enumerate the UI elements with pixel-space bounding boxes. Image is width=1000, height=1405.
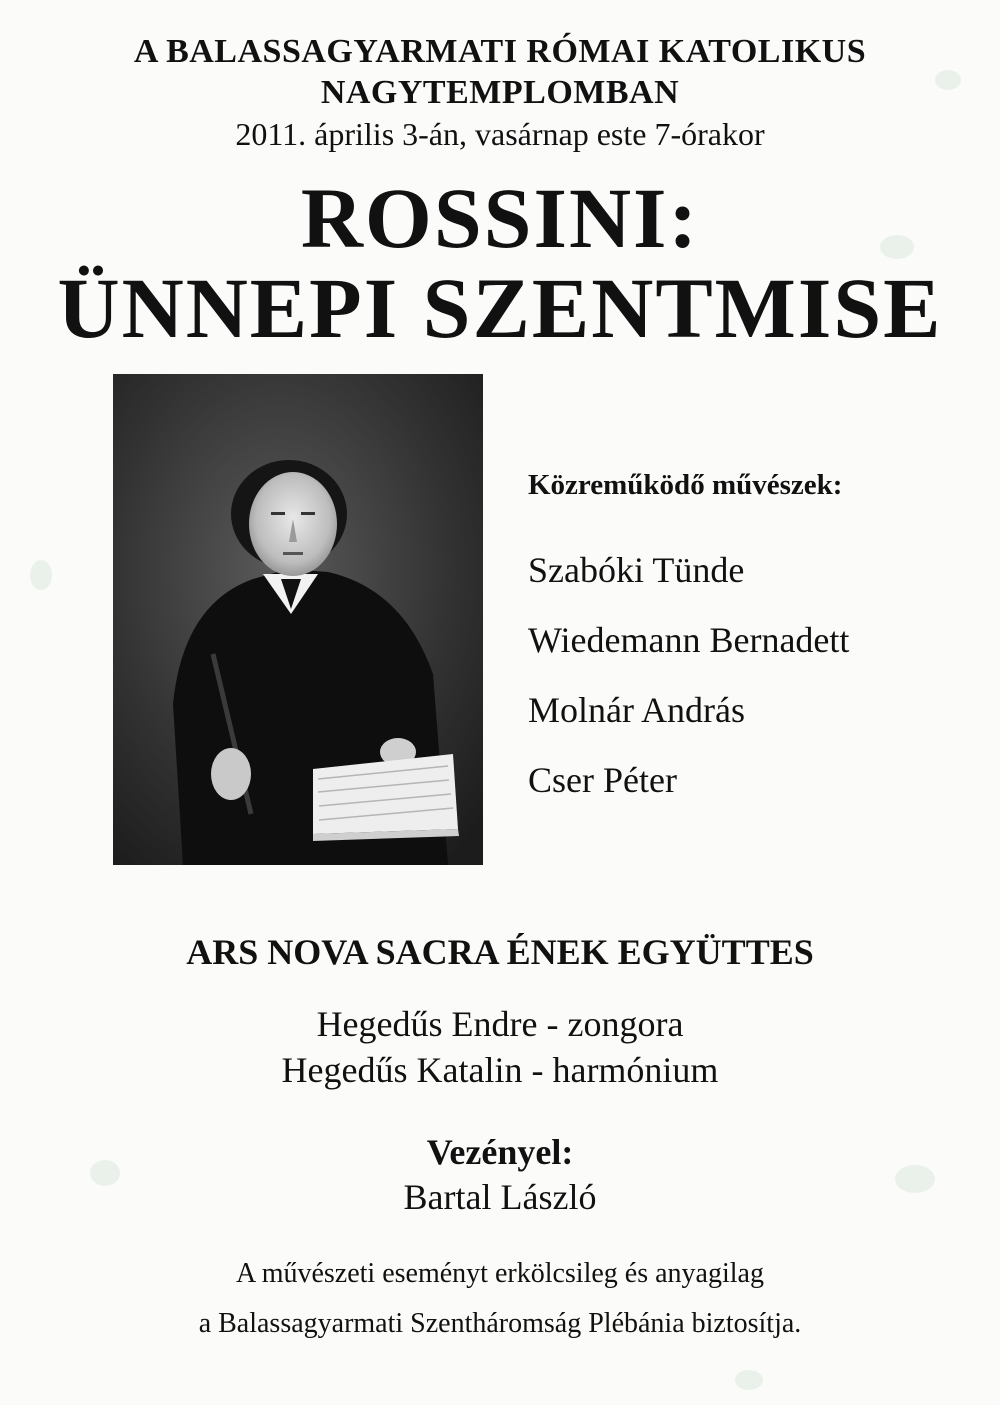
artists-heading: Közreműködő művészek: <box>528 469 843 501</box>
venue-line-2: NAGYTEMPLOMBAN <box>320 74 680 111</box>
performer-harmonium: Hegedűs Katalin - harmónium <box>281 1050 719 1090</box>
ensemble-name: ARS NOVA SACRA ÉNEK EGYÜTTES <box>186 932 814 972</box>
conductor-label: Vezényel: <box>426 1132 574 1172</box>
sponsor-line-2: a Balassagyarmati Szentháromság Plébánia biztosítja. <box>198 1308 802 1339</box>
artist-name: Wiedemann Bernadett <box>528 620 850 660</box>
event-date: 2011. április 3-án, vasárnap este 7-órakor <box>235 116 765 152</box>
title-work: ÜNNEPI SZENTMISE <box>57 260 943 356</box>
performer-piano: Hegedűs Endre - zongora <box>316 1004 684 1044</box>
composer-portrait <box>113 374 483 865</box>
artist-name: Cser Péter <box>528 760 677 800</box>
title-composer: ROSSINI: <box>300 170 700 266</box>
venue-line-1: A BALASSAGYARMATI RÓMAI KATOLIKUS <box>133 33 867 70</box>
paper-texture-speck <box>30 560 52 590</box>
sponsor-line-1: A művészeti eseményt erkölcsileg és anyagilag <box>236 1258 764 1289</box>
artist-name: Molnár András <box>528 690 745 730</box>
artists-section <box>528 455 968 815</box>
paper-texture-speck <box>735 1370 763 1390</box>
conductor-name: Bartal László <box>403 1177 597 1217</box>
artist-name: Szabóki Tünde <box>528 550 745 590</box>
